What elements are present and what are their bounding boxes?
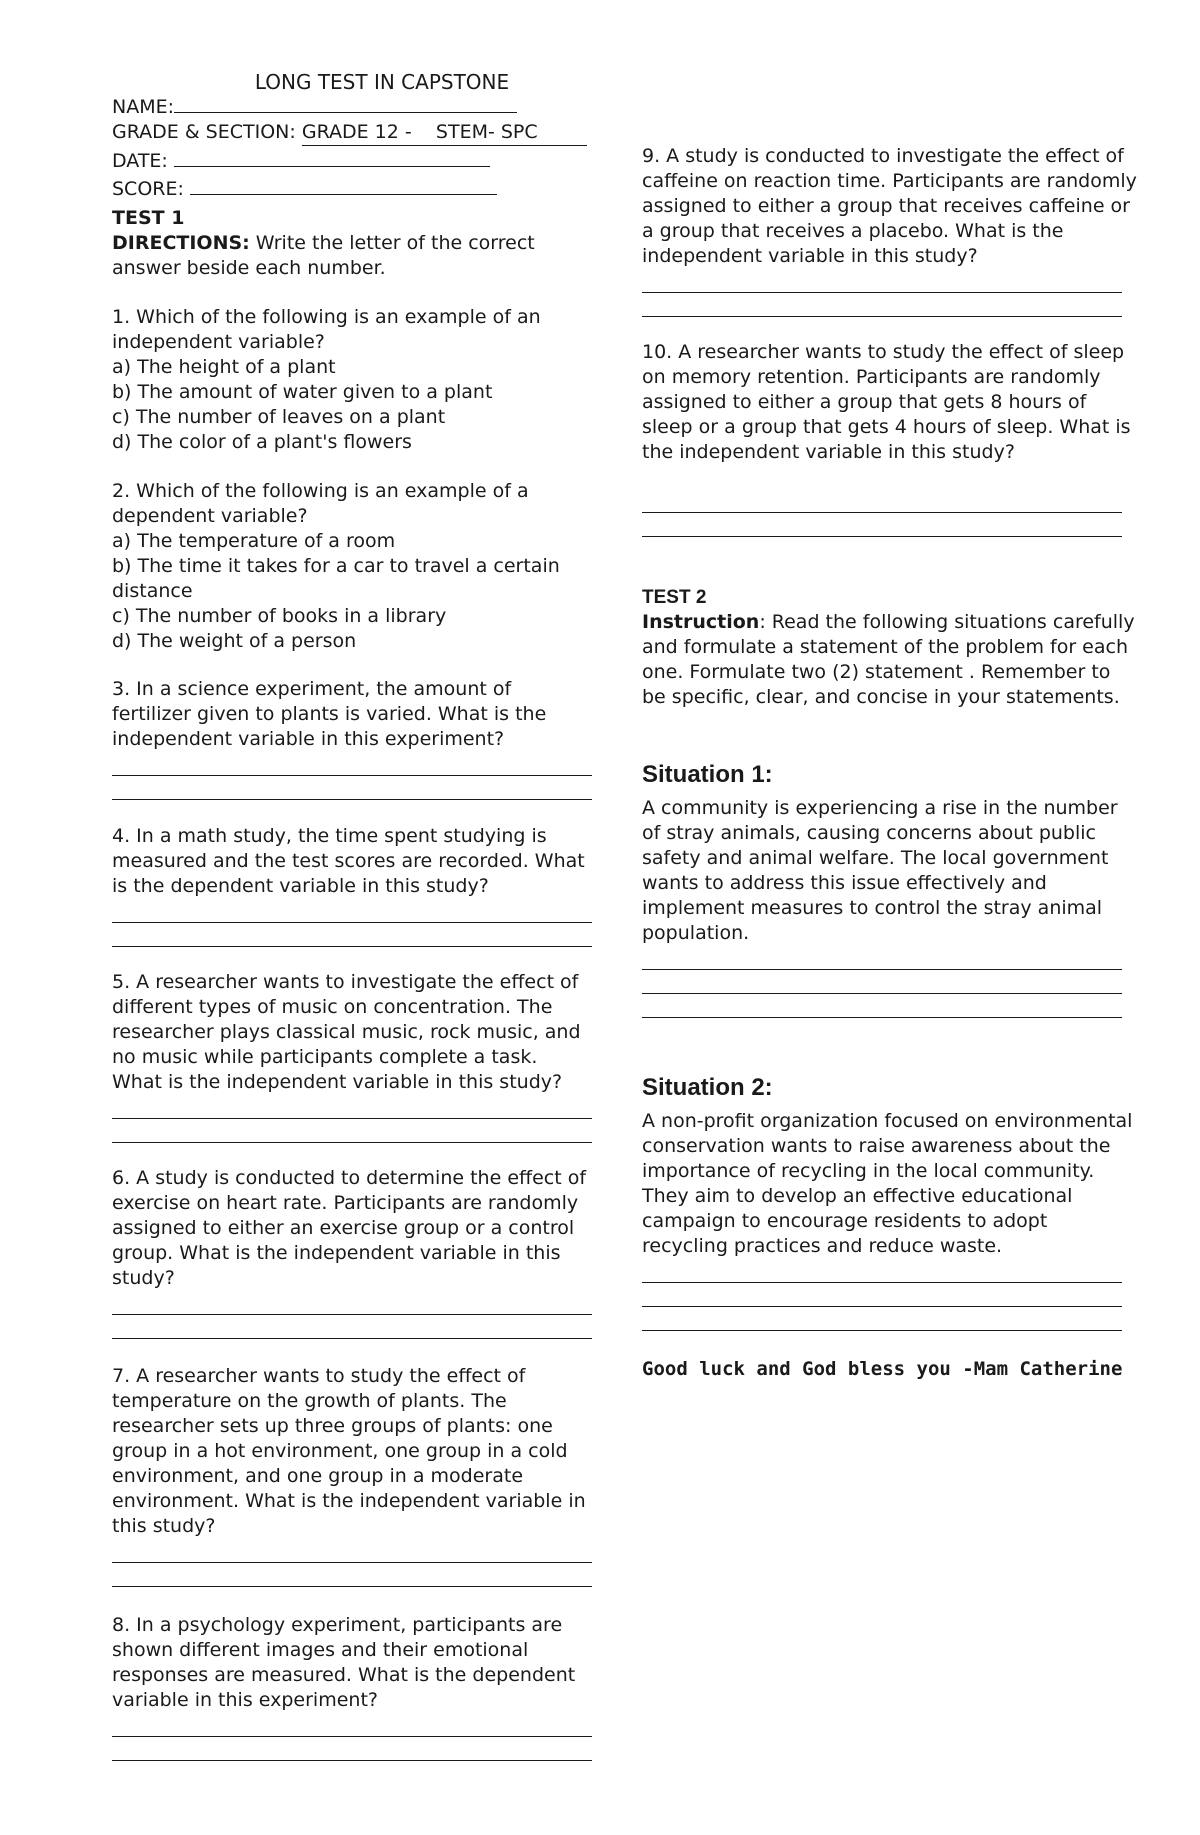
question-1-option-a[interactable]: a) The height of a plant — [112, 356, 336, 378]
directions-label: DIRECTIONS: — [112, 232, 250, 254]
question-3 — [112, 677, 592, 800]
test1-directions — [112, 231, 592, 281]
score-blank[interactable] — [190, 174, 497, 195]
question-3-text: 3. In a science experiment, the amount of fertilizer given to plants is varied. What is the independent variable in this experiment? — [112, 678, 547, 750]
grade-section-field — [112, 120, 632, 146]
question-4 — [112, 824, 592, 947]
test2-heading: TEST 2 — [642, 587, 707, 608]
answer-line[interactable] — [642, 970, 1122, 994]
answer-line[interactable] — [642, 269, 1122, 293]
question-6-text: 6. A study is conducted to determine the effect of exercise on heart rate. Participants are randomly assigned to either an exercise group or a control group. What is the independent variable in this study? — [112, 1167, 587, 1289]
question-2-option-d[interactable]: d) The weight of a person — [112, 630, 357, 652]
question-7 — [112, 1364, 592, 1587]
question-7-text: 7. A researcher wants to study the effect of temperature on the growth of plants. The researcher sets up three groups of plants: one group in a hot environment, one group in a cold environment, and one group in a moderate environment. What is the independent variable in this study? — [112, 1365, 586, 1537]
situation-2 — [642, 1073, 1137, 1331]
score-label: SCORE: — [112, 178, 184, 200]
test2-section — [642, 585, 1137, 710]
test2-instruction — [642, 610, 1137, 710]
situation-2-title: Situation 2: — [642, 1074, 773, 1101]
question-9 — [642, 144, 1137, 317]
situation-1-title: Situation 1: — [642, 761, 773, 788]
answer-line[interactable] — [642, 994, 1122, 1018]
answer-line[interactable] — [112, 1539, 592, 1563]
answer-line[interactable] — [112, 776, 592, 800]
name-label: NAME: — [112, 96, 175, 118]
answer-line[interactable] — [112, 1737, 592, 1761]
question-4-text: 4. In a math study, the time spent studying is measured and the test scores are recorded. What is the dependent variable in this study? — [112, 825, 585, 897]
closing-note: Good luck and God bless you -Mam Catherine — [642, 1358, 1123, 1380]
answer-line[interactable] — [642, 1259, 1122, 1283]
answer-line[interactable] — [112, 1563, 592, 1587]
page-title: LONG TEST IN CAPSTONE — [254, 70, 510, 94]
date-blank[interactable] — [174, 146, 490, 167]
answer-line[interactable] — [112, 752, 592, 776]
name-blank[interactable] — [174, 92, 517, 113]
question-1-option-d[interactable]: d) The color of a plant's flowers — [112, 431, 412, 453]
question-1-stem: 1. Which of the following is an example of an independent variable? — [112, 306, 541, 353]
question-2-option-a[interactable]: a) The temperature of a room — [112, 530, 396, 552]
situation-1-text: A community is experiencing a rise in the number of stray animals, causing concerns about public safety and animal welfare. The local government wants to address this issue effectively and implement measures to control the stray animal population. — [642, 797, 1118, 944]
answer-line[interactable] — [112, 1291, 592, 1315]
instruction-text: : Read the following situations carefully and formulate a statement of the problem for each one. Formulate two (2) statement . Remember to be specific, clear, and concise in your statements. — [642, 611, 1135, 708]
question-10 — [642, 340, 1137, 537]
question-6 — [112, 1166, 592, 1339]
question-5 — [112, 970, 592, 1143]
answer-line[interactable] — [112, 899, 592, 923]
answer-line[interactable] — [642, 489, 1122, 513]
answer-line[interactable] — [642, 513, 1122, 537]
grade-section-label: GRADE & SECTION: — [112, 121, 296, 143]
answer-line[interactable] — [112, 923, 592, 947]
question-1 — [112, 305, 592, 455]
question-10-text: 10. A researcher wants to study the effect of sleep on memory retention. Participants are randomly assigned to either a group that gets 8 hours of sleep or a group that gets 4 hours of sleep. What is the independent variable in this study? — [642, 341, 1131, 463]
date-label: DATE: — [112, 150, 168, 172]
header-fields — [112, 92, 632, 202]
answer-line[interactable] — [642, 293, 1122, 317]
test1-heading: TEST 1 — [112, 207, 185, 229]
question-1-option-c[interactable]: c) The number of leaves on a plant — [112, 406, 446, 428]
test1-header — [112, 206, 592, 281]
answer-line[interactable] — [112, 1119, 592, 1143]
grade-section-value: GRADE 12 - STEM- SPC — [302, 120, 587, 146]
answer-line[interactable] — [642, 1307, 1122, 1331]
score-field[interactable] — [112, 174, 632, 202]
question-8-text: 8. In a psychology experiment, participants are shown different images and their emotional responses are measured. What is the dependent variable in this experiment? — [112, 1614, 576, 1711]
question-5-text: 5. A researcher wants to investigate the effect of different types of music on concentration. The researcher plays classical music, rock music, and no music while participants complete a task. What is the independent variable in this study? — [112, 971, 581, 1093]
answer-line[interactable] — [642, 1283, 1122, 1307]
date-field[interactable] — [112, 146, 632, 174]
question-8 — [112, 1613, 592, 1761]
question-2 — [112, 479, 592, 654]
answer-line[interactable] — [112, 1095, 592, 1119]
answer-line[interactable] — [112, 1713, 592, 1737]
answer-line[interactable] — [642, 946, 1122, 970]
situation-2-text: A non-profit organization focused on environmental conservation wants to raise awareness about the importance of recycling in the local community. They aim to develop an effective educational campaign to encourage residents to adopt recycling practices and reduce waste. — [642, 1110, 1133, 1257]
question-1-option-b[interactable]: b) The amount of water given to a plant — [112, 381, 493, 403]
question-2-option-b[interactable]: b) The time it takes for a car to travel a certain distance — [112, 555, 560, 602]
question-9-text: 9. A study is conducted to investigate the effect of caffeine on reaction time. Participants are randomly assigned to either a group that receives caffeine or a group that receives a placebo. What is the independent variable in this study? — [642, 145, 1137, 267]
question-2-stem: 2. Which of the following is an example of a dependent variable? — [112, 480, 529, 527]
question-2-option-c[interactable]: c) The number of books in a library — [112, 605, 447, 627]
directions-text: Write the letter of the correct answer beside each number. — [112, 232, 535, 279]
situation-1 — [642, 760, 1137, 1018]
name-field[interactable] — [112, 92, 632, 120]
answer-line[interactable] — [112, 1315, 592, 1339]
instruction-label: Instruction — [642, 611, 760, 633]
